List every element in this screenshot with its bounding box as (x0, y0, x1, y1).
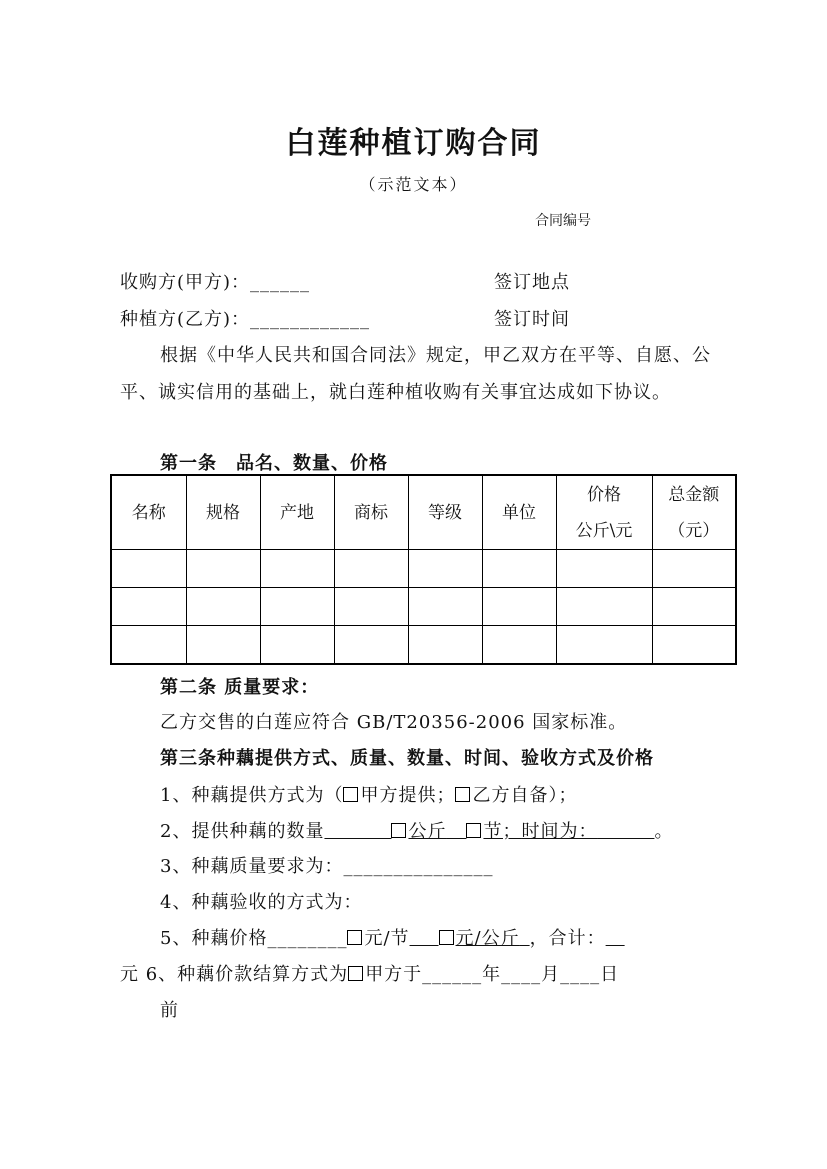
checkbox-kg[interactable] (391, 823, 406, 838)
table-cell[interactable] (260, 588, 334, 626)
price-per-kg: 元/公斤 (455, 928, 520, 949)
item5-text: 5、种藕价格________ (160, 928, 348, 949)
table-cell[interactable] (186, 550, 260, 588)
article1-heading: 第一条 品名、数量、价格 (160, 453, 388, 474)
col-brand: 商标 (334, 475, 408, 550)
article3-item6 (120, 960, 619, 986)
table-cell[interactable] (556, 626, 652, 665)
sign-place-label: 签订地点 (494, 272, 570, 293)
checkbox-planter-self[interactable] (455, 787, 470, 802)
article3-item3: 3、种藕质量要求为：_______________ (160, 856, 494, 877)
col-total-line2: （元） (668, 520, 720, 541)
table-cell[interactable] (408, 550, 482, 588)
planter-line (120, 305, 370, 331)
table-row (111, 626, 736, 665)
article3-item6-end: 前 (160, 1000, 179, 1021)
table-cell[interactable] (556, 588, 652, 626)
planter-blank[interactable]: ____________ (250, 309, 371, 330)
checkbox-per-kg[interactable] (439, 930, 454, 945)
item2-text: 2、提供种藕的数量 (160, 821, 325, 842)
unit-kg: 公斤 (408, 821, 447, 842)
checkbox-buyer-provide[interactable] (343, 787, 358, 802)
table-cell[interactable] (556, 550, 652, 588)
article3-item4: 4、种藕验收的方式为： (160, 892, 363, 913)
col-name: 名称 (111, 475, 186, 550)
unit-segment: 节； (483, 821, 522, 842)
table-row (111, 550, 736, 588)
table-header-row (111, 475, 736, 550)
quantity-blank[interactable] (324, 821, 521, 842)
payment-date: 甲方于______年____月____日 (365, 964, 620, 985)
goods-table (110, 474, 737, 665)
table-cell[interactable] (482, 626, 556, 665)
col-grade: 等级 (408, 475, 482, 550)
col-price (556, 475, 652, 550)
document-title: 白莲种植订购合同 (285, 126, 542, 161)
preamble-paragraph: 根据《中华人民共和国合同法》规定，甲乙双方在平等、自愿、公平、诚实信用的基础上，就白莲种植收购有关事宜达成如下协议。 (120, 345, 711, 403)
contract-number-label: 合同编号 (535, 213, 591, 229)
table-cell[interactable] (260, 626, 334, 665)
total-label: ，合计： (529, 928, 606, 949)
col-price-line1: 价格 (587, 484, 621, 505)
col-price-line2: 公斤\元 (575, 520, 633, 541)
buyer-blank[interactable]: ______ (250, 272, 311, 293)
table-cell[interactable] (652, 626, 736, 665)
article2-text: 乙方交售的白莲应符合 GB/T20356-2006 国家标准。 (160, 712, 628, 733)
col-origin: 产地 (260, 475, 334, 550)
article3-heading: 第三条种藕提供方式、质量、数量、时间、验收方式及价格 (160, 748, 654, 769)
article3-item5 (160, 924, 625, 950)
total-blank[interactable] (606, 928, 625, 949)
buyer-label: 收购方(甲方)： (120, 272, 251, 293)
col-total (652, 475, 736, 550)
document-subtitle: （示范文本） (359, 175, 468, 194)
planter-label: 种植方(乙方)： (120, 309, 251, 330)
checkbox-segment[interactable] (466, 823, 481, 838)
item1-text: 1、种藕提供方式为（ (160, 785, 344, 806)
article3-item2 (160, 817, 673, 843)
checkbox-buyer-pay[interactable] (348, 966, 363, 981)
table-cell[interactable] (186, 588, 260, 626)
table-cell[interactable] (482, 550, 556, 588)
article2-heading: 第二条 质量要求： (160, 677, 320, 698)
table-cell[interactable] (186, 626, 260, 665)
time-blank[interactable] (597, 821, 654, 842)
table-cell[interactable] (652, 550, 736, 588)
table-cell[interactable] (260, 550, 334, 588)
option-planter-self: 乙方自备）； (472, 785, 578, 806)
price-per-segment: 元/节 (364, 928, 410, 949)
table-cell[interactable] (652, 588, 736, 626)
table-row (111, 588, 736, 626)
sign-time-label: 签订时间 (494, 309, 570, 330)
table-cell[interactable] (111, 588, 186, 626)
checkbox-per-segment[interactable] (347, 930, 362, 945)
table-cell[interactable] (334, 588, 408, 626)
option-buyer-provide: 甲方提供； (360, 785, 456, 806)
item2-end: 。 (654, 821, 674, 842)
table-cell[interactable] (111, 626, 186, 665)
item6-text: 元 6、种藕价款结算方式为 (120, 964, 349, 985)
table-cell[interactable] (334, 626, 408, 665)
table-cell[interactable] (482, 588, 556, 626)
table-cell[interactable] (334, 550, 408, 588)
table-cell[interactable] (111, 550, 186, 588)
article3-item1 (160, 781, 577, 807)
col-spec: 规格 (186, 475, 260, 550)
col-unit: 单位 (482, 475, 556, 550)
time-label: 时间为： (521, 821, 598, 842)
price-kg-blank[interactable] (410, 928, 530, 949)
table-cell[interactable] (408, 588, 482, 626)
buyer-line (120, 268, 310, 294)
table-cell[interactable] (408, 626, 482, 665)
col-total-line1: 总金额 (668, 484, 720, 505)
